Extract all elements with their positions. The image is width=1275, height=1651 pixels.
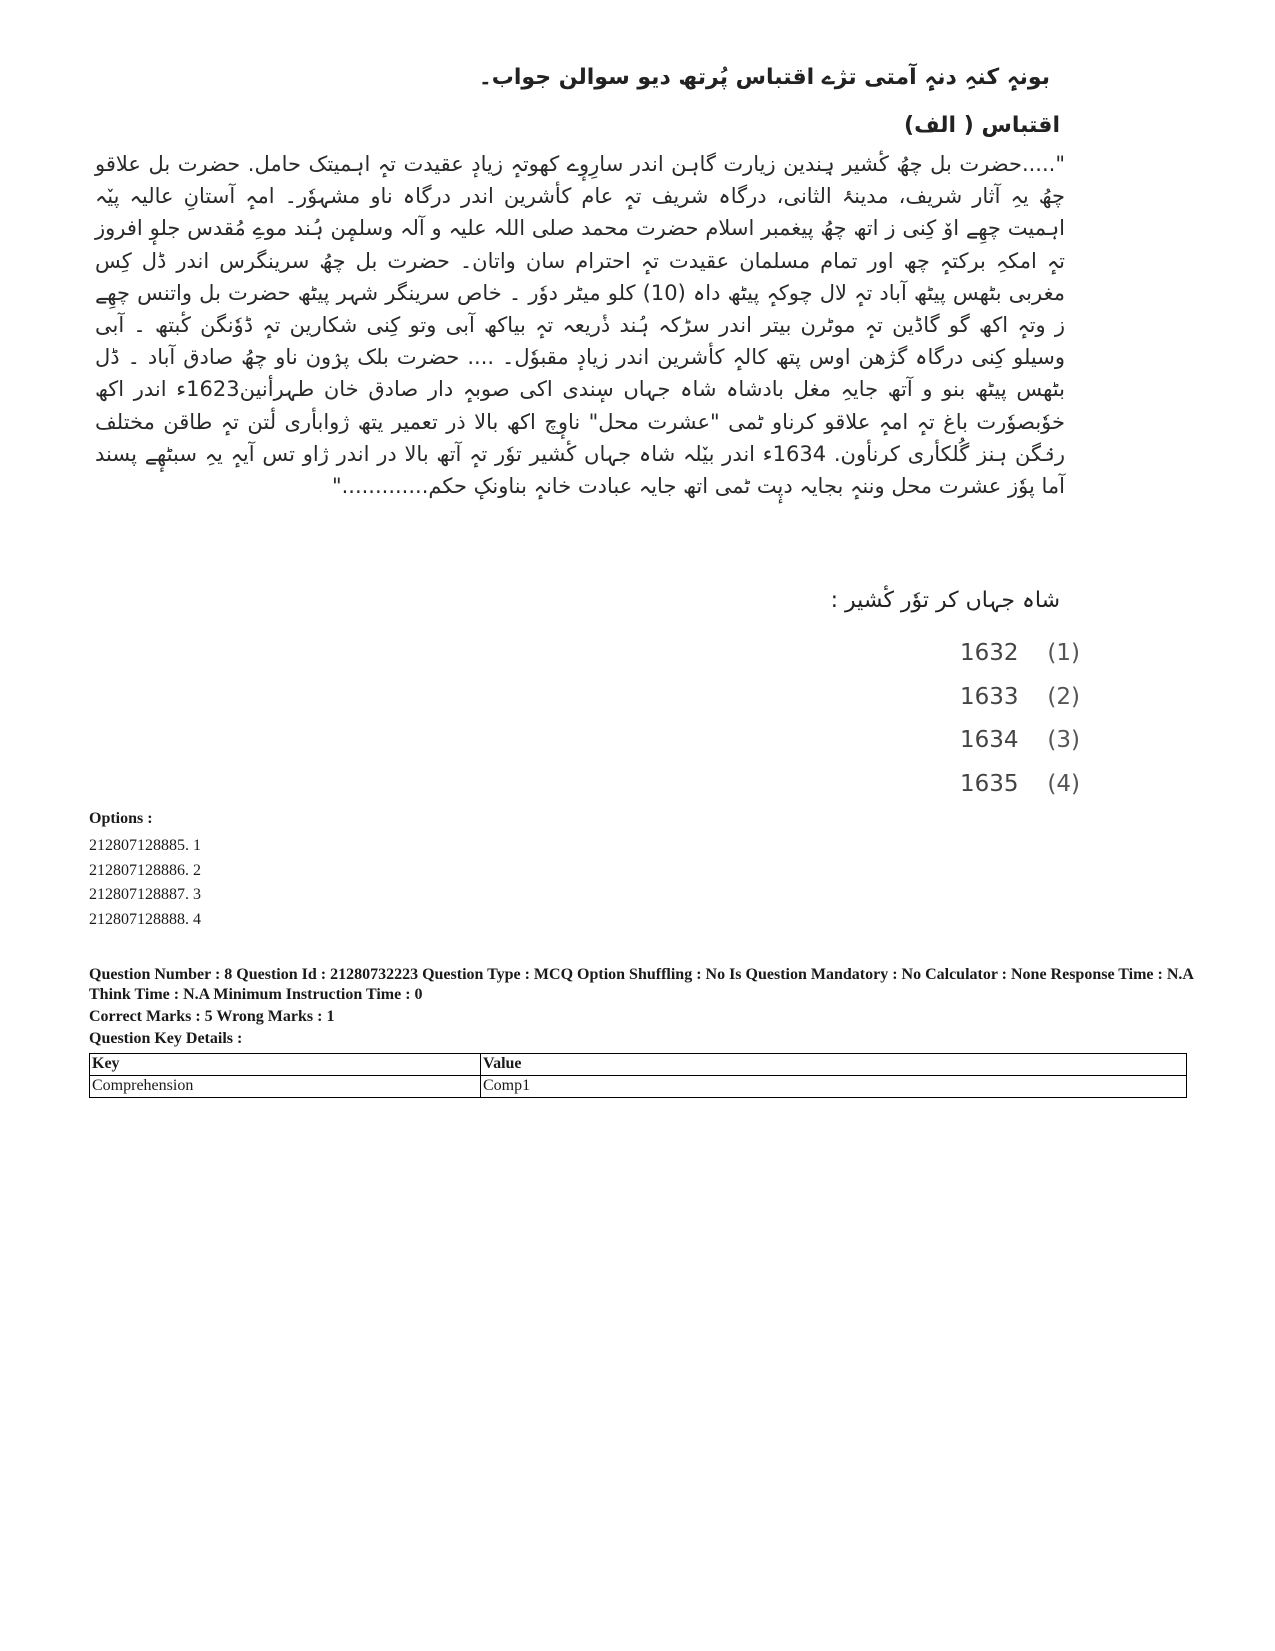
options-list	[89, 834, 201, 932]
answer-choice	[960, 771, 1080, 815]
table-header-cell: Value	[481, 1054, 1187, 1076]
option-item: 212807128888. 4	[89, 910, 201, 928]
table-cell: Comprehension	[90, 1076, 481, 1098]
option-item: 212807128886. 2	[89, 861, 201, 879]
passage-label: اقتباس ( الف)	[904, 113, 1060, 138]
choice-index: (2)	[1047, 683, 1080, 710]
table-row	[90, 1076, 1187, 1098]
passage-text: ".....حضرت بل چھُ کٔشیر ہِندین زیارت گاہن اندر سارِوٕے کھوتہٕ زیادٕ عقیدت تہٕ اہمیتک حامل. حضرت بل علاقو چھُ یہِ آثار شریف، مدینۂ الثانی، درگاہ شریف تہٕ عام کأشرین اندر درگاہ ناو مشہوٗر۔ امہٕ آستانِ عالیہ پیٚہ اہمیت چھِے اوٚ کِنی ز اتھ چھُ پیغمبر اسلام حضرت محمد صلی اللہ علیہ و آلہ وسلمٕن ہُند موےِ مُقدس جلوٕ افروز تہٕ امکہِ برکتہٕ چھ اور تمام مسلمان عقیدت تہٕ احترام سان واتان۔ حضرت بل چھُ سرینگرس اندر ڈل کِس مغربی بٹھس پیٹھ آباد تہٕ لال چوکہٕ پیٹھ داہ (10) کلو میٹر دوٗر ۔ خاص سرینگر شہر پیٹھ حضرت بل واتنس چھِے ز وتہٕ اکھ گو گاڈین تہٕ موٹرن بیتر اندر سڑکہ ہُند ذٔریعہ تہٕ بیاکھ آبی وتو کِنی شکارین تہٕ ڈوٗنگن کٔبتھ ۔ آبی وسیلو کِنی درگاہ گژھن اوس پتھ کالہٕ کأشرین اندر زیادٕ مقبوٗل۔ .... حضرت بلک پرٛون ناو چھُ صادق آباد ۔ ڈل بٹھس پیٹھ بنو و آتھ جایہِ مغل بادشاہ شاہ جہاں سٕندی اکی صوبہٕ دار صادق خان طہرأنین1623ء اندر اکھ خوٗبصوٗرت باغ تہٕ امہٕ علاقو کرناو ٹمی "عشرت محل" ناوٕچ اکھ بالا ذر تعمیر یتھ ژوابأری لٔتن تہٕ طاقن مختلف رنٛگن ہنز گُلکأری کرنأون. 1634ء اندر بیٚلہ شاہ جہاں کٔشیر توٗر تہٕ آتھ بالا در اندر ژاو تس آیہٕ یہِ سبٹھٕے پسند آما پوٗز عشرت محل وننہٕ بجایہ دپٕت ٹمی اتھ جایہ عبادت خانہٕ بناونکٕ حکم............."	[95, 152, 1065, 499]
question-stem: شاہ جہاں کر توٗر کٔشیر :	[830, 588, 1060, 613]
choice-value: 1635	[960, 770, 1019, 797]
question-meta-line: Question Number : 8 Question Id : 21280732223 Question Type : MCQ Option Shuffling : No Is Question Mandatory : No Calculator : None Response Time : N.A Think Time : N.A Minimum Instruction Time : 0	[89, 966, 1194, 1003]
table-cell: Comp1	[481, 1076, 1187, 1098]
answer-choices	[960, 640, 1080, 814]
key-details-table	[89, 1053, 1187, 1098]
choice-index: (1)	[1047, 640, 1080, 666]
choice-value: 1634	[960, 727, 1019, 753]
key-details-title: Question Key Details :	[89, 1030, 243, 1047]
answer-choice	[960, 727, 1080, 771]
table-header-cell: Key	[90, 1054, 481, 1076]
options-title: Options :	[89, 810, 153, 827]
table-header-row	[90, 1054, 1187, 1076]
answer-choice	[960, 640, 1080, 684]
option-item: 212807128885. 1	[89, 837, 201, 854]
question-instruction: بونہٕ کنہِ دنہٕ آمتی تژے اقتباس پُرتھ دیو سوالن جواب۔	[478, 65, 1050, 90]
answer-choice	[960, 684, 1080, 728]
choice-index: (4)	[1047, 770, 1080, 797]
marks-line: Correct Marks : 5 Wrong Marks : 1	[89, 1008, 335, 1025]
option-item: 212807128887. 3	[89, 886, 201, 903]
choice-index: (3)	[1047, 727, 1080, 753]
choice-value: 1633	[960, 683, 1019, 710]
choice-value: 1632	[960, 640, 1019, 666]
